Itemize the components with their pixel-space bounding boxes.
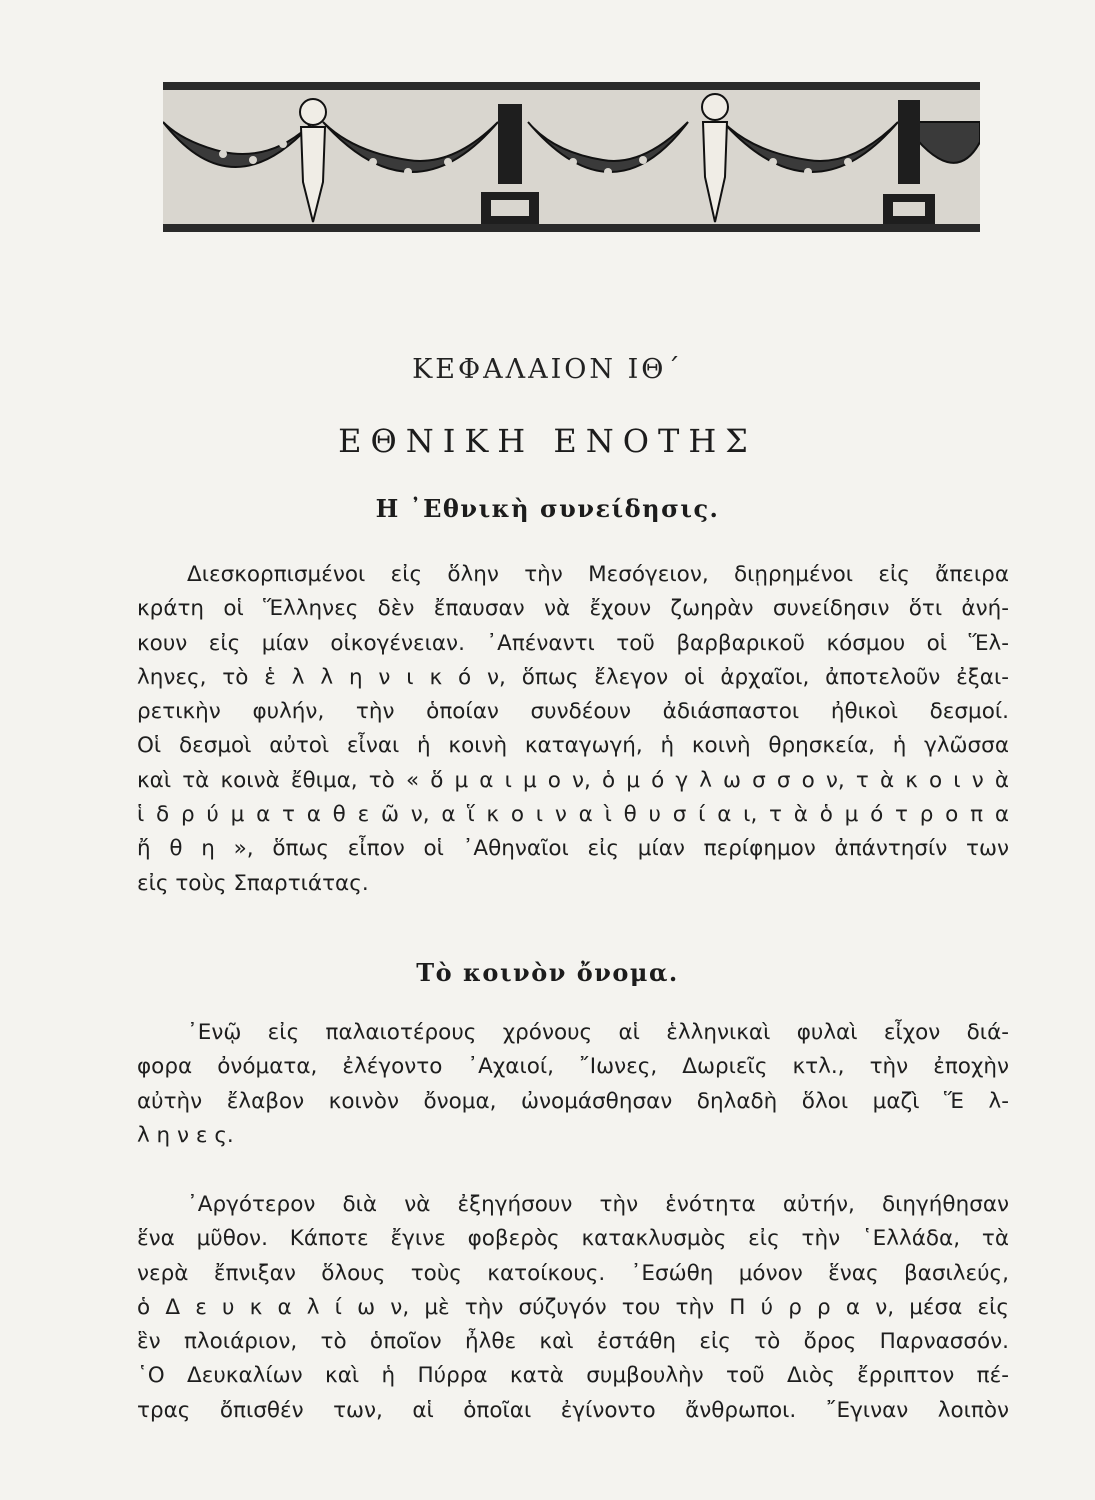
paragraph: [137, 1188, 1009, 1428]
text-line: ἓν πλοιάριον, τὸ ὁποῖον ἦλθε καὶ ἐστάθη εἰς τὸ ὄρος Παρνασσόν.: [137, 1329, 1009, 1355]
chapter-label: ΚΕΦΑΛΑΙΟΝ ΙΘ΄: [412, 354, 683, 385]
text-line: ᾿Αργότερον διὰ νὰ ἐξηγήσουν τὴν ἑνότητα αὐτήν, διηγήθησαν: [187, 1192, 1009, 1217]
paragraph: [137, 558, 1009, 901]
text-line: εἰς τοὺς Σπαρτιάτας.: [137, 870, 369, 896]
text-line: ῾Ο Δευκαλίων καὶ ἡ Πύρρα κατὰ συμβουλὴν τοῦ Διὸς ἔρριπτον πέ-: [137, 1363, 1009, 1389]
text-line: Διεσκορπισμένοι εἰς ὅλην τὴν Μεσόγειον, διῃρημένοι εἰς ἄπειρα: [187, 562, 1009, 587]
paragraph: [137, 1016, 1009, 1153]
section-heading: Τὸ κοινὸν ὄνομα.: [416, 958, 679, 987]
text-line: νερὰ ἔπνιξαν ὅλους τοὺς κατοίκους. ᾿Εσώθη μόνον ἕνας βασιλεύς,: [137, 1260, 1009, 1286]
garland-frieze-icon: [163, 82, 980, 232]
text-line: κουν εἰς μίαν οἰκογένειαν. ᾿Απέναντι τοῦ βαρβαρικοῦ κόσμου οἱ Ἕλ-: [137, 630, 1009, 656]
text-line: ληνες, τὸ ἑ λ λ η ν ι κ ό ν, ὅπως ἔλεγον οἱ ἀρχαῖοι, ἀποτελοῦν ἐξαι-: [137, 664, 1009, 690]
text-line: φορα ὀνόματα, ἐλέγοντο ᾿Αχαιοί, ῎Ιωνες, Δωριεῖς κτλ., τὴν ἐποχὴν: [137, 1054, 1009, 1080]
text-line: ρετικὴν φυλήν, τὴν ὁποίαν συνδέουν ἀδιάσπαστοι ἠθικοὶ δεσμοί.: [137, 699, 1009, 725]
text-line: ἤ θ η », ὅπως εἶπον οἱ ᾿Αθηναῖοι εἰς μίαν περίφημον ἀπάντησίν των: [137, 836, 1009, 862]
section-heading: Η ᾿Εθνικὴ συνείδησις.: [375, 494, 720, 523]
text-line: ὁ Δ ε υ κ α λ ί ω ν, μὲ τὴν σύζυγόν του τὴν Π ύ ρ ρ α ν, μέσα εἰς: [137, 1294, 1009, 1320]
text-line: ἱ δ ρ ύ μ α τ α θ ε ῶ ν, α ἵ κ ο ι ν α ὶ θ υ σ ί α ι, τ ὰ ὁ μ ό τ ρ ο π α: [137, 802, 1009, 828]
text-line: λ η ν ε ς.: [137, 1122, 234, 1148]
text-line: Οἱ δεσμοὶ αὐτοὶ εἶναι ἡ κοινὴ καταγωγή, ἡ κοινὴ θρησκεία, ἡ γλῶσσα: [137, 733, 1009, 759]
decorative-frieze: [163, 82, 980, 232]
text-line: καὶ τὰ κοινὰ ἔθιμα, τὸ « ὅ μ α ι μ ο ν, ὁ μ ό γ λ ω σ σ ο ν, τ ὰ κ ο ι ν ὰ: [137, 767, 1009, 793]
text-line: ᾿Ενῷ εἰς παλαιοτέρους χρόνους αἱ ἑλληνικαὶ φυλαὶ εἶχον διά-: [187, 1020, 1009, 1045]
text-line: αὐτὴν ἔλαβον κοινὸν ὄνομα, ὠνομάσθησαν δηλαδὴ ὅλοι μαζὶ Ἕ λ-: [137, 1088, 1009, 1114]
text-line: ἕνα μῦθον. Κάποτε ἔγινε φοβερὸς κατακλυσμὸς εἰς τὴν ῾Ελλάδα, τὰ: [137, 1226, 1009, 1252]
text-line: τρας ὄπισθέν των, αἱ ὁποῖαι ἐγίνοντο ἄνθρωποι. ῎Εγιναν λοιπὸν: [137, 1397, 1009, 1423]
chapter-title: ΕΘΝΙΚΗ ΕΝΟΤΗΣ: [338, 422, 757, 460]
text-line: κράτη οἱ Ἕλληνες δὲν ἔπαυσαν νὰ ἔχουν ζωηρὰν συνείδησιν ὅτι ἀνή-: [137, 596, 1009, 622]
